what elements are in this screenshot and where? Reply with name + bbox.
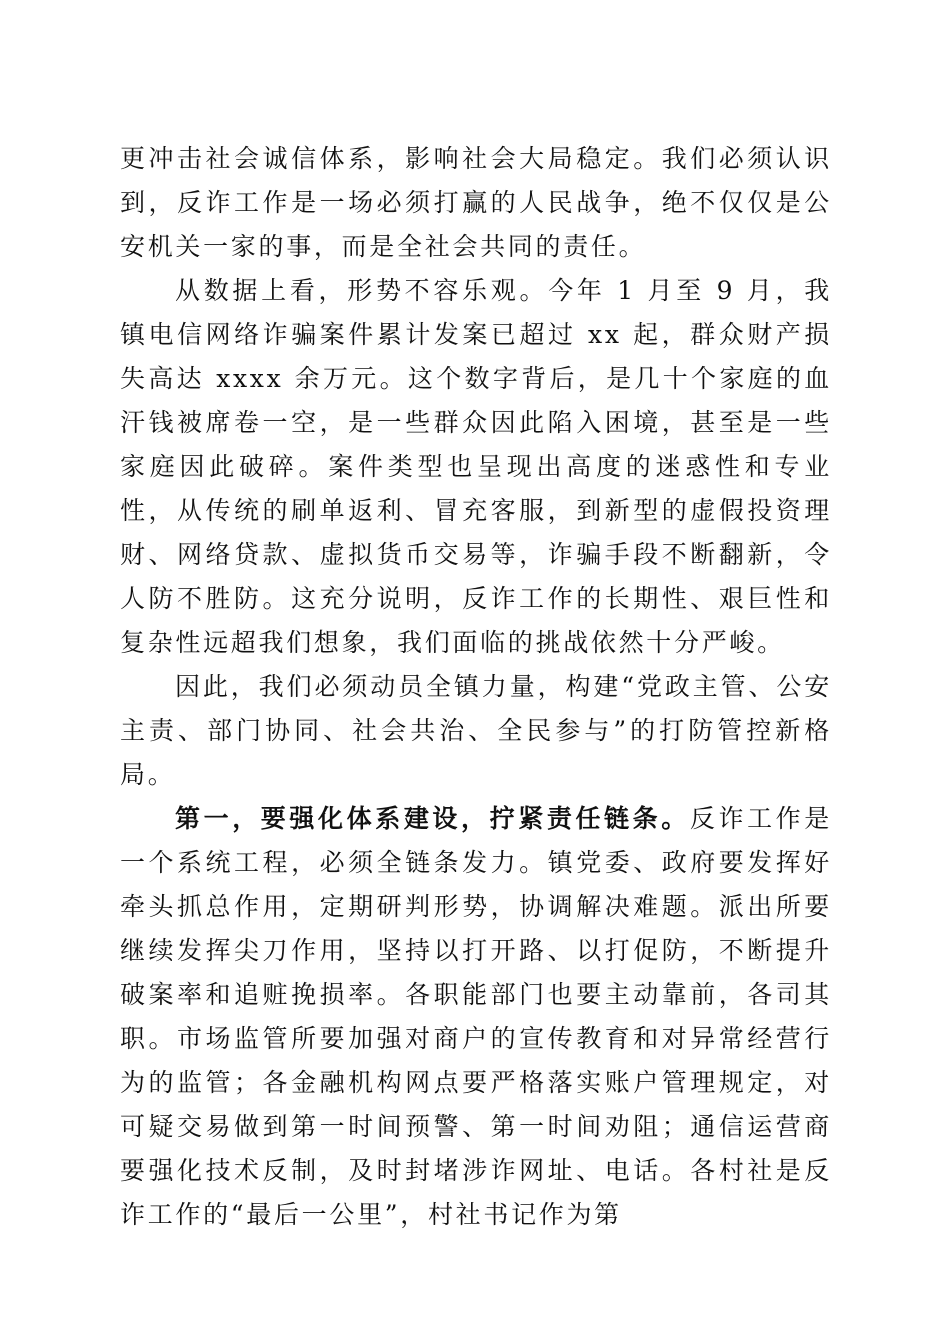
paragraph-1-text: 更冲击社会诚信体系，影响社会大局稳定。我们必须认识到，反诈工作是一场必须打赢的人民战争，绝不仅仅是公安机关一家的事，而是全社会共同的责任。 bbox=[120, 144, 832, 261]
paragraph-4-heading: 第一，要强化体系建设，拧紧责任链条。 bbox=[175, 804, 690, 833]
paragraph-4-text: 反诈工作是一个系统工程，必须全链条发力。镇党委、政府要发挥好牵头抓总作用，定期研判形势，协调解决难题。派出所要继续发挥尖刀作用，坚持以打开路、以打促防，不断提升破案率和追赃挽损率。各职能部门也要主动靠前，各司其职。市场监管所要加强对商户的宣传教育和对异常经营行为的监管；各金融机构网点要严格落实账户管理规定，对可疑交易做到第一时间预警、第一时间劝阻；通信运营商要强化技术反制，及时封堵涉诈网址、电话。各村社是反诈工作的“最后一公里”，村社书记作为第 bbox=[120, 804, 832, 1229]
document-body bbox=[120, 137, 832, 1237]
paragraph-3-text: 因此，我们必须动员全镇力量，构建“党政主管、公安主责、部门协同、社会共治、全民参与”的打防管控新格局。 bbox=[120, 672, 832, 789]
paragraph-1 bbox=[120, 137, 832, 269]
paragraph-4 bbox=[120, 797, 832, 1237]
paragraph-2-text: 从数据上看，形势不容乐观。今年 1 月至 9 月，我镇电信网络诈骗案件累计发案已超过 xx 起，群众财产损失高达 xxxx 余万元。这个数字背后，是几十个家庭的血汗钱被席卷一空，是一些群众因此陷入困境，甚至是一些家庭因此破碎。案件类型也呈现出高度的迷惑性和专业性，从传统的刷单返利、冒充客服，到新型的虚假投资理财、网络贷款、虚拟货币交易等，诈骗手段不断翻新，令人防不胜防。这充分说明，反诈工作的长期性、艰巨性和复杂性远超我们想象，我们面临的挑战依然十分严峻。 bbox=[120, 276, 832, 657]
paragraph-3 bbox=[120, 665, 832, 797]
paragraph-2 bbox=[120, 269, 832, 665]
